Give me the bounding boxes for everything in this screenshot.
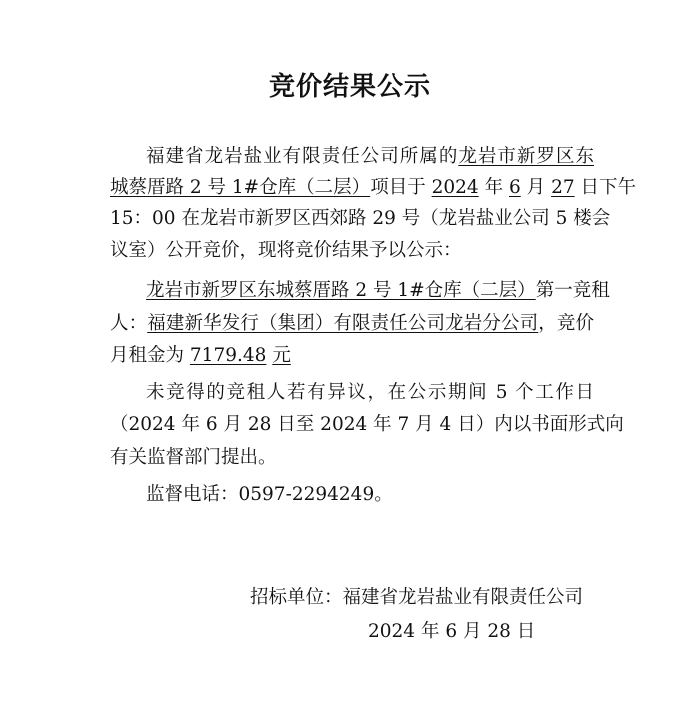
paragraph-1-line-1 [146,142,594,172]
auction-month: 6 [508,177,521,198]
paragraph-1-line-4: 议室）公开竞价，现将竞价结果予以公示： [110,240,462,261]
issuing-unit: 招标单位：福建省龙岩盐业有限责任公司 [250,587,584,608]
paragraph-3-line-1: 未竞得的竞租人若有异议，在公示期间 5 个工作日 [146,382,594,403]
property-name-part2: 城蔡厝路 2 号 1#仓库（二层） [110,177,371,198]
paragraph-2-line-3: 月租金为 7179.48 元 [110,345,291,366]
supervision-phone: 监督电话：0597-2294249。 [146,484,393,505]
document-title: 竞价结果公示 [268,72,431,102]
auction-day: 27 [551,177,575,198]
monthly-rent-amount: 7179.48 [189,345,267,366]
paragraph-3-line-3: 有关监督部门提出。 [110,447,277,468]
property-name-part1: 龙岩市新罗区东 [458,146,594,167]
winning-bidder: 福建新华发行（集团）有限责任公司龙岩分公司 [147,313,539,334]
paragraph-3-line-2: （2024 年 6 月 28 日至 2024 年 7 月 4 日）内以书面形式向 [110,414,624,435]
paragraph-1-line-2: 城蔡厝路 2 号 1#仓库（二层）项目于 2024 年 6 月 27 日下午 [110,177,637,198]
issue-date: 2024 年 6 月 28 日 [368,621,536,642]
paragraph-2-line-2: 人：福建新华发行（集团）有限责任公司龙岩分公司，竞价 [110,313,594,334]
paragraph-1-line-3: 15：00 在龙岩市新罗区西郊路 29 号（龙岩盐业公司 5 楼会 [110,208,611,229]
auction-year: 2024 [431,177,479,198]
intro-text: 福建省龙岩盐业有限责任公司所属的 [146,146,459,167]
currency-unit: 元 [272,345,291,366]
paragraph-2-line-1: 龙岩市新罗区东城蔡厝路 2 号 1#仓库（二层）第一竞租 [146,280,610,301]
property-name: 龙岩市新罗区东城蔡厝路 2 号 1#仓库（二层） [146,280,536,301]
